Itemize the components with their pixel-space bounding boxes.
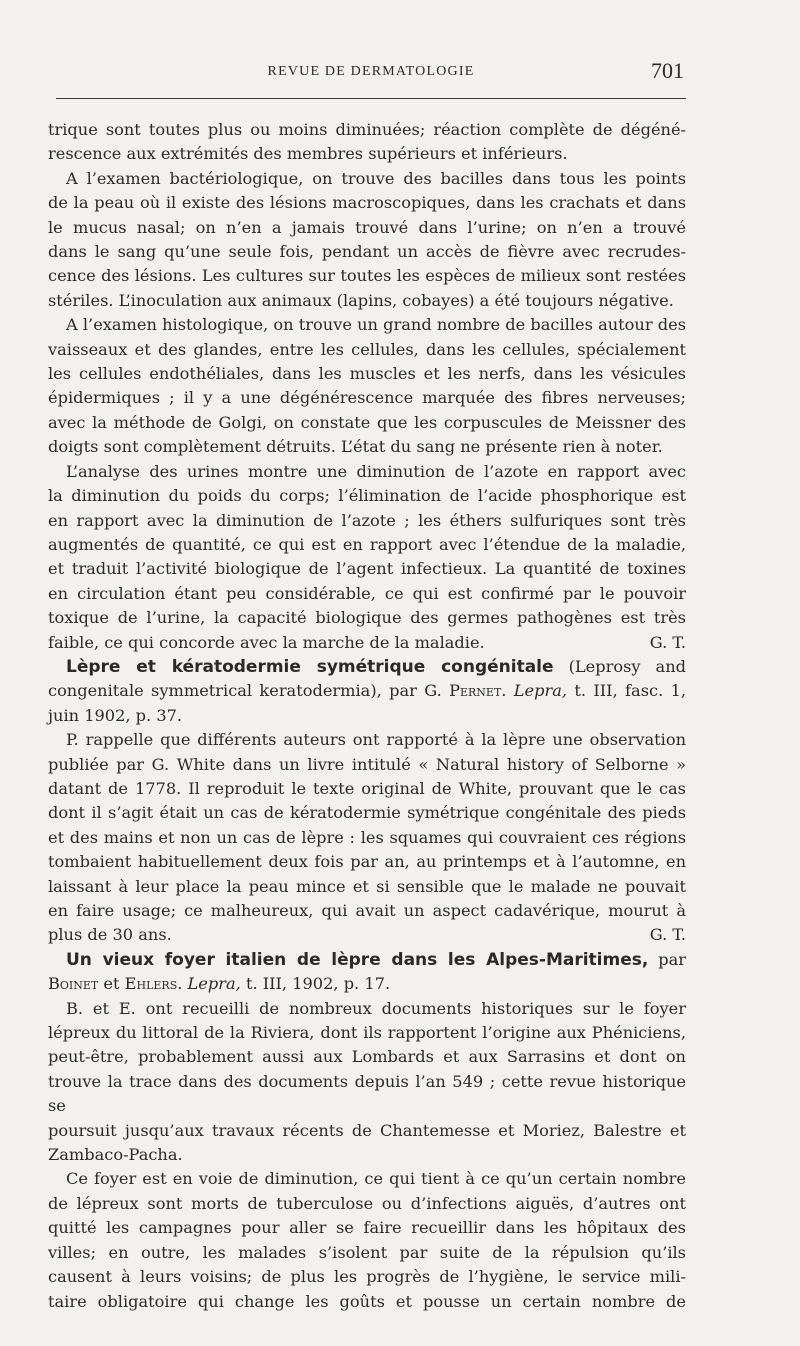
running-title: REVUE DE DERMATOLOGIE [267,64,475,79]
text-line: épidermiques ; il y a une dégénérescence marquée des fibres nerveuses; [48,388,686,408]
text-line: toxique de l’urine, la capacité biologique des germes pathogènes est très [48,608,686,628]
text-line: lépreux du littoral de la Riviera, dont ils rapportent l’origine aux Phéniciens, [48,1023,686,1043]
text-line: P. rappelle que différents auteurs ont rapporté à la lèpre une observation [66,730,686,750]
author-name: Pernet [449,681,502,701]
article-title: Un vieux foyer italien de lèpre dans les Alpes-Maritimes, [66,949,649,970]
article-heading [48,655,686,679]
text-line: en rapport avec la diminution de l’azote ; les éthers sulfuriques sont très [48,510,686,530]
text-line: dont il s’agit était un cas de kératodermie symétrique congénitale des pieds [48,803,686,823]
text-line: causent à leurs voisins; de plus les progrès de l’hygiène, le service mili- [48,1267,686,1287]
author-name: Boinet [48,974,99,994]
text-line: cence des lésions. Les cultures sur toutes les espèces de milieux sont restées [48,266,686,286]
text-line: A l’examen bactériologique, on trouve des bacilles dans tous les points [66,168,686,188]
text-line: augmentés de quantité, ce qui est en rapport avec l’étendue de la maladie, [48,534,686,554]
text-line: en faire usage; ce malheureux, qui avait un aspect cadavérique, mourut à [48,901,686,920]
reference-text: congenitale symmetrical keratodermia), par G. [48,681,442,701]
text-line: avec la méthode de Golgi, on constate que les corpuscules de Meissner des [48,412,686,432]
article-title: Lèpre et kératodermie symétrique congénitale [66,656,554,677]
reference-text: (Leprosy and [568,656,686,676]
text-line: datant de 1778. Il reproduit le texte original de White, prouvant que le cas [48,778,686,798]
author-name: Ehlers. [124,974,183,994]
author-signature: G. T. [649,632,686,652]
reference-line [48,972,686,996]
text-line: tombaient habituellement deux fois par an, au printemps et à l’automne, en [48,852,686,872]
body-text [48,118,686,1314]
text-line: trique sont toutes plus ou moins diminuées; réaction complète de dégéné- [48,120,686,139]
author-signature: G. T. [649,925,686,945]
text-line: A l’examen histologique, on trouve un grand nombre de bacilles autour des [66,315,686,335]
text-line: en circulation étant peu considérable, ce qui est confirmé par le pouvoir [48,583,686,603]
text-line: la diminution du poids du corps; l’élimination de l’acide phosphorique est [48,486,686,506]
page-number: 701 [651,58,684,83]
text-line: peut-être, probablement aussi aux Lombards et aux Sarrasins et dont on [48,1047,686,1067]
text-line: doigts sont complètement détruits. L’état du sang ne présente rien à noter. [48,437,663,457]
text-line: de la peau où il existe des lésions macroscopiques, dans les crachats et dans [48,193,686,213]
text-line: poursuit jusqu’aux travaux récents de Chantemesse et Moriez, Balestre et [48,1120,686,1140]
article-heading [48,948,686,972]
text-line: L’analyse des urines montre une diminution de l’azote en rapport avec [66,461,686,481]
text-line: laissant à leur place la peau mince et si sensible que le malade ne pouvait [48,876,686,896]
text-line: stériles. L’inoculation aux animaux (lapins, cobayes) a été toujours négative. [48,290,674,310]
text-line [48,923,686,947]
text-run: plus de 30 ans. [48,925,172,945]
page-header [56,56,686,92]
text-line [48,631,686,655]
text-line: et des mains et non un cas de lèpre : les squames qui couvraient ces régions [48,827,686,847]
text-line: quitté les campagnes pour aller se faire recueillir dans les hôpitaux des [48,1218,686,1238]
reference-line: juin 1902, p. 37. [48,705,183,725]
text-line: de lépreux sont morts de tuberculose ou d’infections aiguës, d’autres ont [48,1193,686,1213]
reference-text: t. III, 1902, p. 17. [245,974,391,994]
text-line: les cellules endothéliales, dans les muscles et les nerfs, dans les vésicules [48,364,686,384]
text-line: publiée par G. White dans un livre intitulé « Natural history of Selborne » [48,754,686,774]
text-run: faible, ce qui concorde avec la marche de la maladie. [48,632,485,652]
text-line: taire obligatoire qui change les goûts et pousse un certain nombre de [48,1291,686,1311]
text-line: Ce foyer est en voie de diminution, ce qui tient à ce qu’un certain nombre [66,1169,686,1189]
journal-name: Lepra, [187,974,241,994]
text-line: dans le sang qu’une seule fois, pendant un accès de fièvre avec recrudes- [48,242,686,262]
text-line: et traduit l’activité biologique de l’agent infectieux. La quantité de toxines [48,559,686,579]
text-line: vaisseaux et des glandes, entre les cellules, dans les cellules, spécialement [48,339,686,359]
header-rule [56,98,686,99]
text-line: trouve la trace dans des documents depuis l’an 549 ; cette revue historique se [48,1071,686,1116]
text-line: B. et E. ont recueilli de nombreux documents historiques sur le foyer [66,998,686,1018]
reference-text: par [658,949,686,969]
reference-text: t. III, fasc. 1, [574,681,687,701]
text-line: villes; en outre, les malades s’isolent par suite de la répulsion qu’ils [48,1242,686,1262]
reference-text: et [103,974,120,994]
reference-line: congenitale symmetrical keratodermia), par G. Pernet. Lepra, t. III, fasc. 1, [48,681,687,701]
text-line: rescence aux extrémités des membres supérieurs et inférieurs. [48,144,568,164]
text-line: Zambaco-Pacha. [48,1145,183,1165]
journal-name: Lepra, [513,681,568,701]
text-line: le mucus nasal; on n’en a jamais trouvé dans l’urine; on n’en a trouvé [48,217,686,237]
